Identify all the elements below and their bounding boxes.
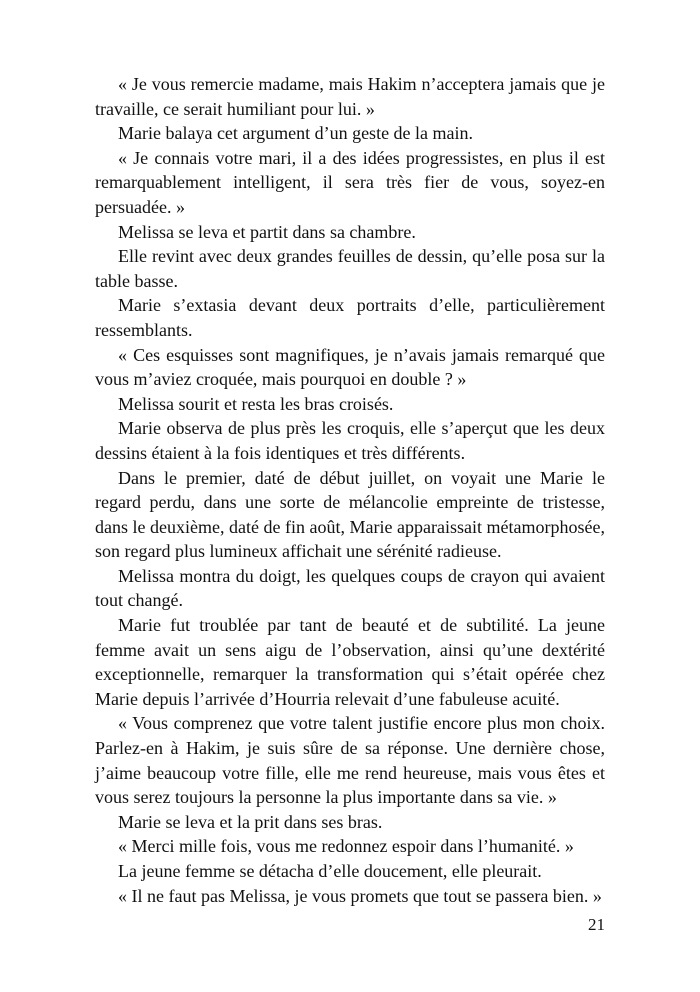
paragraph: « Je connais votre mari, il a des idées progressistes, en plus il est remarquablement intelligent, il sera très fier de vous, soyez-en persuadée. » [95,147,605,217]
paragraph: Melissa montra du doigt, les quelques coups de crayon qui avaient tout changé. [95,565,605,611]
paragraph: Marie s’extasia devant deux portraits d’elle, particulièrement ressemblants. [95,295,605,340]
body-text [95,72,605,908]
paragraph: Marie fut troublée par tant de beauté et de subtilité. La jeune femme avait un sens aigu de l’observation, ainsi qu’une dextérité exceptionnelle, remarquer la transformation qui s’était opérée chez Marie depuis l’arrivée d’Hourria relevait d’une fabuleuse acuité. [95,615,605,709]
paragraph: Dans le premier, daté de début juillet, on voyait une Marie le regard perdu, dans une sorte de mélancolie empreinte de tristesse, dans le deuxième, daté de fin août, Marie apparaissait métamorphosée, son regard plus lumineux affichait une sérénité radieuse. [95,467,605,562]
paragraph: Melissa se leva et partit dans sa chambre. [118,221,416,242]
paragraph: « Ces esquisses sont magnifiques, je n’avais jamais remarqué que vous m’aviez croquée, mais pourquoi en double ? » [95,344,605,390]
paragraph: La jeune femme se détacha d’elle doucement, elle pleurait. [118,861,542,881]
paragraph: Marie se leva et la prit dans ses bras. [118,811,383,832]
paragraph: Marie observa de plus près les croquis, elle s’aperçut que les deux dessins étaient à la fois identiques et très différents. [95,418,605,463]
paragraph: « Vous comprenez que votre talent justifie encore plus mon choix. Parlez-en à Hakim, je suis sûre de sa réponse. Une dernière chose, j’aime beaucoup votre fille, elle me rend heureuse, mais vous êtes et vous serez toujours la personne la plus importante dans sa vie. » [95,713,605,808]
paragraph: Melissa sourit et resta les bras croisés. [118,393,394,414]
paragraph: Elle revint avec deux grandes feuilles de dessin, qu’elle posa sur la table basse. [95,246,605,291]
paragraph: « Il ne faut pas Melissa, je vous promets que tout se passera bien. » [118,885,602,906]
page-number: 21 [588,915,605,934]
paragraph: « Je vous remercie madame, mais Hakim n’acceptera jamais que je travaille, ce serait humiliant pour lui. » [95,74,605,119]
paragraph: Marie balaya cet argument d’un geste de la main. [118,123,474,144]
paragraph: « Merci mille fois, vous me redonnez espoir dans l’humanité. » [118,836,574,857]
